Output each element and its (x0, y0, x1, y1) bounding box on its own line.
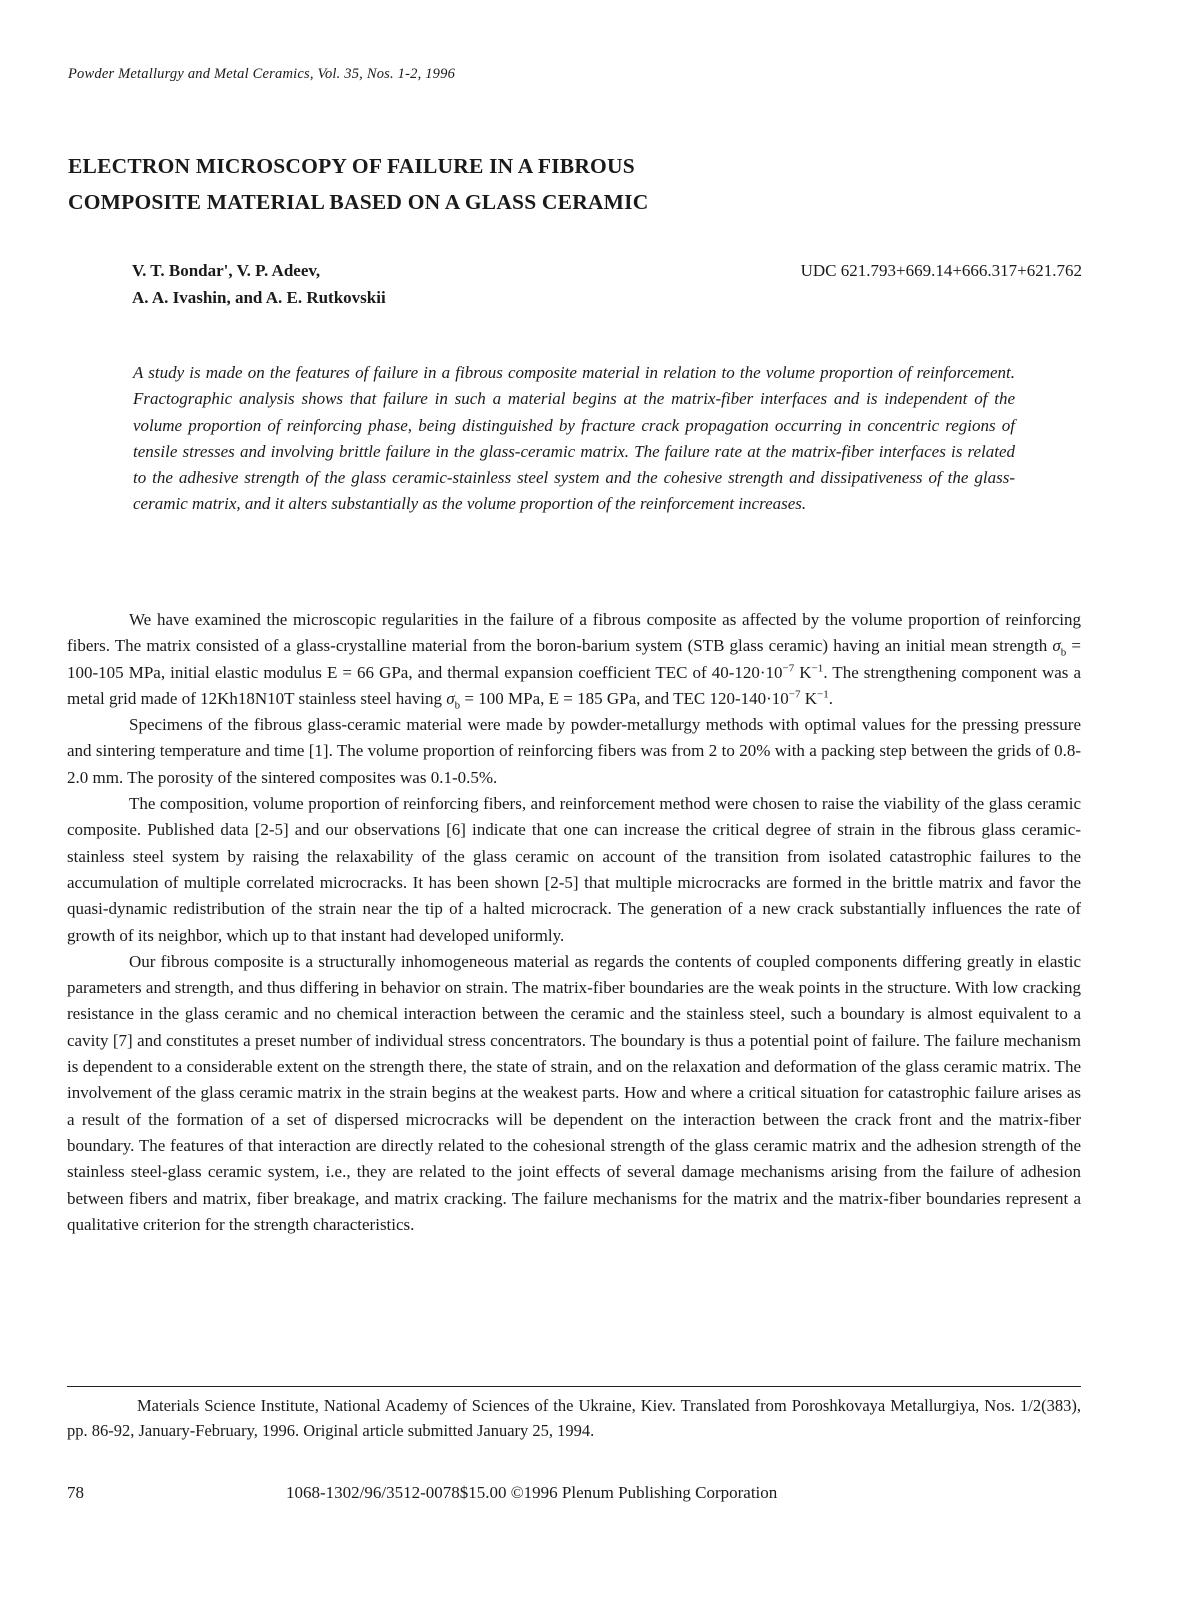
paragraph-4: Our fibrous composite is a structurally inhomogeneous material as regards the contents of coupled components differing greatly in elastic parameters and strength, and thus differing in behavior on strain. The matrix-fiber boundaries are the weak points in the structure. With low cracking resistance in the glass ceramic and no chemical interaction between the ceramic and the stainless steel, such a boundary is almost equivalent to a cavity [7] and constitutes a preset number of individual stress concentrators. The boundary is thus a potential point of failure. The failure mechanism is dependent to a considerable extent on the strength there, the state of strain, and on the relaxation and deformation of the glass ceramic matrix. The involvement of the glass ceramic matrix in the strain begins at the weakest parts. How and where a critical situation for catastrophic failure arises as a result of the formation of a set of dispersed microcracks will be dependent on the interaction between the crack front and the matrix-fiber boundary. The features of that interaction are directly related to the cohesional strength of the glass ceramic matrix and the adhesion strength of the stainless steel-glass ceramic system, i.e., they are related to the joint effects of several damage mechanisms arising from the failure of adhesion between fibers and matrix, fiber breakage, and matrix cracking. The failure mechanisms for the matrix and the matrix-fiber boundaries represent a qualitative criterion for the strength characteristics. (67, 951, 1081, 1234)
paragraph-3: The composition, volume proportion of reinforcing fibers, and reinforcement method were chosen to raise the viability of the glass ceramic composite. Published data [2-5] and our observations [6] indicate that one can increase the critical degree of strain in the fibrous glass ceramic-stainless steel system by raising the relaxability of the glass ceramic on account of the transition from isolated catastrophic failures to the accumulation of multiple correlated microcracks. It has been shown [2-5] that multiple microcracks are formed in the brittle matrix and favor the quasi-dynamic redistribution of the strain near the tip of a halted microcrack. The generation of a new crack substantially influences the rate of growth of its neighbor, which up to that instant had developed uniformly. (67, 794, 1081, 945)
paragraph-2: Specimens of the fibrous glass-ceramic material were made by powder-metallurgy methods with optimal values for the pressing pressure and sintering temperature and time [1]. The volume proportion of reinforcing fibers was from 2 to 20% with a packing step between the grids of 0.8-2.0 mm. The porosity of the sintered composites was 0.1-0.5%. (67, 715, 1081, 787)
footnote-divider (67, 1386, 1081, 1387)
superscript: −1 (817, 688, 829, 701)
footnote: Materials Science Institute, National Academy of Sciences of the Ukraine, Kiev. Translated from Poroshkovaya Metallurgiya, Nos. 1/2(383), pp. 86-92, January-February, 1996. Original article submitted January 25, 1994. (67, 1396, 1081, 1440)
paragraph-1-text-b: = 100-105 MPa, initial elastic modulus E = 66 GPa, and thermal expansion coefficient TEC of 40-120·10 (67, 636, 1081, 682)
copyright-line: 1068-1302/96/3512-0078$15.00 ©1996 Plenum Publishing Corporation (286, 1483, 778, 1502)
subscript: b (1060, 646, 1067, 659)
body-text (67, 607, 1081, 1238)
udc-code: UDC 621.793+669.14+666.317+621.762 (800, 261, 1082, 280)
abstract: A study is made on the features of failure in a fibrous composite material in relation to the volume proportion of reinforcement. Fractographic analysis shows that failure in such a material begins at the matrix-fiber interfaces and is independent of the volume proportion of reinforcing phase, being distinguished by fracture crack propagation occurring in concentric regions of tensile stresses and involving brittle failure in the glass-ceramic matrix. The failure rate at the matrix-fiber interfaces is related to the adhesive strength of the glass ceramic-stainless steel system and the cohesive strength and dissipativeness of the glass-ceramic matrix, and it alters substantially as the volume proportion of the reinforcement increases. (133, 363, 1015, 514)
page-number: 78 (67, 1483, 84, 1502)
paragraph-1-text-c: K (794, 662, 812, 682)
paragraph-1 (67, 607, 1081, 712)
paragraph-1-text-e: = 100 MPa, E = 185 GPa, and TEC 120-140·10 (460, 688, 789, 708)
superscript: −1 (811, 661, 824, 674)
superscript: −7 (788, 688, 801, 701)
title-line-2: COMPOSITE MATERIAL BASED ON A GLASS CERAMIC (68, 190, 649, 214)
paragraph-1-text-d: . The strengthening component was a metal grid made of 12Kh18N10T stainless steel having (67, 662, 1082, 708)
subscript: b (454, 699, 461, 712)
title-line-1: ELECTRON MICROSCOPY OF FAILURE IN A FIBROUS (68, 154, 635, 178)
article-title (68, 148, 968, 220)
sigma-symbol: σ (446, 688, 455, 708)
authors-line-2: A. A. Ivashin, and A. E. Rutkovskii (132, 288, 386, 307)
paragraph-1-text-g: . (828, 688, 834, 708)
paragraph-1-text-f: K (800, 688, 818, 708)
authors-line-1: V. T. Bondar', V. P. Adeev, (132, 261, 321, 280)
journal-header: Powder Metallurgy and Metal Ceramics, Vol. 35, Nos. 1-2, 1996 (68, 66, 456, 82)
authors (132, 257, 386, 311)
paragraph-1-text-a: We have examined the microscopic regularities in the failure of a fibrous composite as affected by the volume proportion of reinforcing fibers. The matrix consisted of a glass-crystalline material from the boron-barium system (STB glass ceramic) having an initial mean strength (67, 610, 1081, 656)
sigma-symbol: σ (1052, 636, 1061, 656)
superscript: −7 (782, 661, 795, 674)
